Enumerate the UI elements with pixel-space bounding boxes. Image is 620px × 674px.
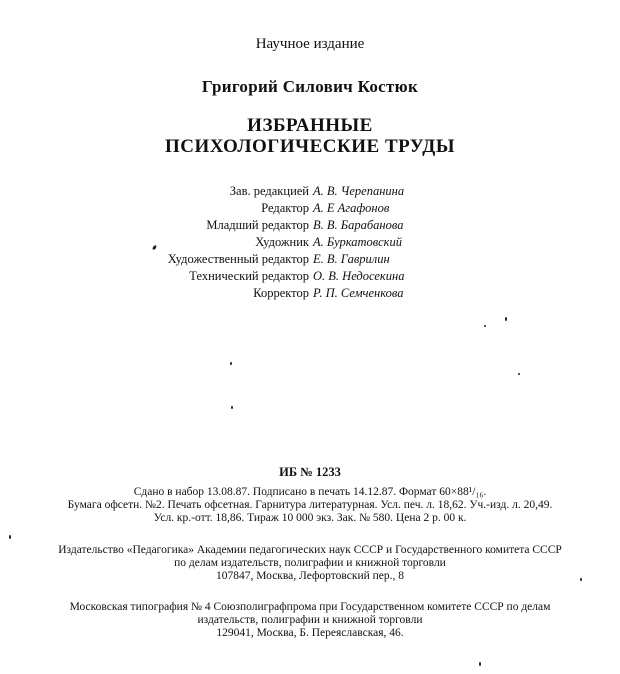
scan-speck	[152, 245, 157, 251]
scan-speck	[484, 325, 486, 327]
publisher-info	[0, 544, 620, 583]
staff-name: А. Е Агафонов	[313, 201, 390, 215]
scan-speck	[580, 578, 582, 581]
staff-name: О. В. Недосекина	[313, 269, 405, 283]
scan-speck	[230, 362, 232, 365]
publisher-line: по делам издательств, полиграфии и книжной торговли	[174, 557, 446, 569]
ib-number: ИБ № 1233	[279, 465, 341, 479]
printer-line: 129041, Москва, Б. Переяславская, 46.	[216, 627, 404, 639]
publisher-line: Издательство «Педагогика» Академии педагогических наук СССР и Государственного комитета СССР	[58, 544, 562, 556]
scan-speck	[9, 535, 11, 539]
staff-name: Р. П. Семченкова	[313, 286, 404, 300]
printer-line: издательств, полиграфии и книжной торговли	[197, 614, 423, 626]
staff-role: Младший редактор	[206, 218, 309, 232]
printer-line: Московская типография № 4 Союзполиграфпрома при Государственном комитете СССР по делам	[69, 601, 551, 613]
scan-speck	[231, 406, 233, 409]
staff-role: Художник	[255, 235, 309, 249]
staff-role: Зав. редакцией	[229, 184, 309, 198]
scan-speck	[518, 373, 520, 375]
staff-role: Корректор	[253, 286, 309, 300]
staff-role: Редактор	[261, 201, 309, 215]
print-details-line: Сдано в набор 13.08.87. Подписано в печать 14.12.87. Формат 60×88¹/₁₆.	[133, 486, 487, 498]
staff-name: В. В. Барабанова	[313, 218, 404, 232]
printer-info	[0, 601, 620, 640]
staff-name: Е. В. Гаврилин	[313, 252, 390, 266]
print-details	[0, 486, 620, 525]
staff-name: А. В. Черепанина	[313, 184, 405, 198]
scan-speck	[505, 317, 507, 321]
staff-name: А. Буркатовский	[313, 235, 402, 249]
scan-speck	[479, 662, 481, 666]
staff-role: Художественный редактор	[167, 252, 309, 266]
publisher-line: 107847, Москва, Лефортовский пер., 8	[215, 570, 405, 582]
book-title-line-2: ПСИХОЛОГИЧЕСКИЕ ТРУДЫ	[164, 136, 456, 157]
series-label: Научное издание	[255, 36, 365, 52]
staff-role: Технический редактор	[189, 269, 309, 283]
book-title-line-1: ИЗБРАННЫЕ	[247, 115, 373, 136]
print-details-line: Усл. кр.-отт. 18,86. Тираж 10 000 экз. Зак. № 580. Цена 2 р. 00 к.	[153, 512, 467, 524]
author-name: Григорий Силович Костюк	[201, 77, 419, 96]
print-details-line: Бумага офсетн. №2. Печать офсетная. Гарнитура литературная. Усл. печ. л. 18,62. Уч.-изд. л. 20,49.	[67, 499, 553, 511]
